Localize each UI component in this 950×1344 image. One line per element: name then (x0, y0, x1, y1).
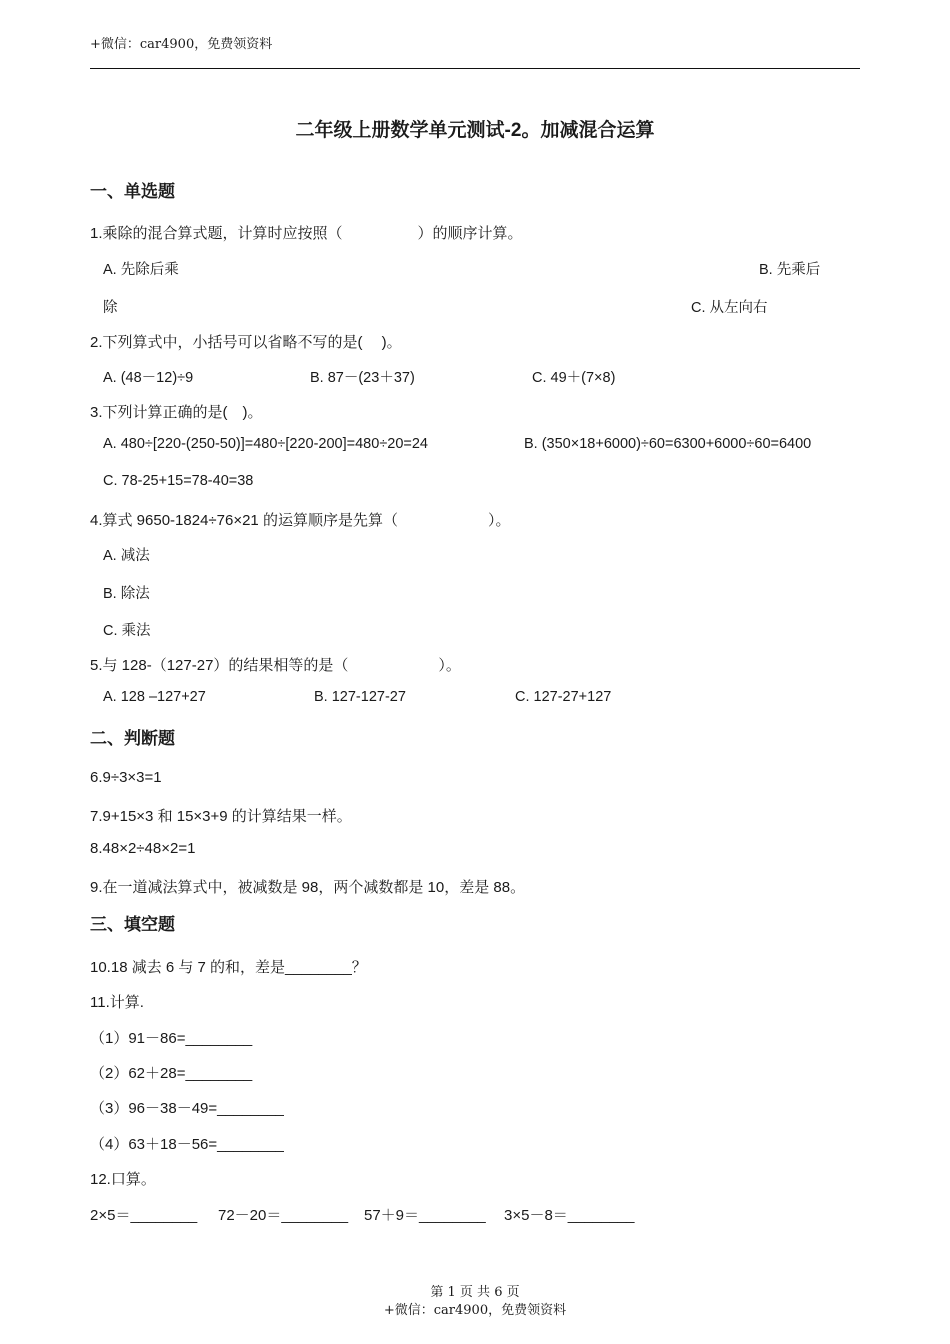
question-10: 10.18 减去 6 与 7 的和，差是________？ (90, 959, 367, 976)
question-5-option-c: C. 127-27+127 (515, 689, 612, 705)
question-11-part-4: （4）63＋18－56=________ (90, 1136, 284, 1153)
question-2-stem: 2.下列算式中，小括号可以省略不写的是( )。 (90, 334, 402, 351)
question-8: 8.48×2÷48×2=1 (90, 840, 196, 857)
question-7: 7.9+15×3 和 15×3+9 的计算结果一样。 (90, 808, 352, 825)
header-watermark: +微信：car4900，免费领资料 (90, 37, 273, 52)
question-9: 9.在一道减法算式中，被减数是 98，两个减数都是 10，差是 88。 (90, 879, 526, 896)
question-1-option-c: C. 从左向右 (691, 300, 768, 316)
question-1-option-b: B. 先乘后 (759, 262, 821, 278)
page-number: 第 1 页 共 6 页 (430, 1285, 520, 1300)
question-5-option-a: A. 128 –127+27 (103, 689, 206, 705)
question-3-option-b: B. (350×18+6000)÷60=6300+6000÷60=6400 (524, 436, 812, 452)
question-2-option-c: C. 49＋(7×8) (532, 370, 616, 386)
question-6: 6.9÷3×3=1 (90, 769, 162, 786)
question-11-part-2: （2）62＋28=________ (90, 1065, 253, 1082)
question-3-option-a: A. 480÷[220-(250-50)]=480÷[220-200]=480÷20=24 (103, 436, 428, 452)
section-heading-single-choice: 一、单选题 (90, 182, 175, 201)
question-5-option-b: B. 127-127-27 (314, 689, 406, 705)
question-4-option-a: A. 减法 (103, 548, 150, 564)
header-rule (90, 68, 860, 69)
question-3-stem: 3.下列计算正确的是( )。 (90, 404, 263, 421)
question-5-stem: 5.与 128-（127-27）的结果相等的是（ ）。 (90, 657, 461, 674)
question-11-part-3: （3）96－38－49=________ (90, 1100, 284, 1117)
question-2-option-b: B. 87－(23＋37) (310, 370, 415, 386)
section-heading-true-false: 二、判断题 (90, 729, 175, 748)
question-1-stem: 1.乘除的混合算式题，计算时应按照（ ）的顺序计算。 (90, 225, 523, 242)
question-1-option-a: A. 先除后乘 (103, 262, 179, 278)
page-title: 二年级上册数学单元测试-2。加减混合运算 (295, 120, 655, 141)
question-3-option-c: C. 78-25+15=78-40=38 (103, 473, 254, 489)
question-4-option-b: B. 除法 (103, 586, 150, 602)
question-4-option-c: C. 乘法 (103, 623, 151, 639)
question-11-stem: 11.计算. (90, 994, 144, 1011)
question-4-stem: 4.算式 9650-1824÷76×21 的运算顺序是先算（ ）。 (90, 512, 511, 529)
question-1-option-b-continued: 除 (103, 300, 118, 316)
question-12-stem: 12.口算。 (90, 1171, 156, 1188)
question-12-expr-3: 57＋9＝________ (364, 1207, 486, 1224)
question-12-expr-1: 2×5＝________ (90, 1207, 198, 1224)
question-2-option-a: A. (48－12)÷9 (103, 370, 194, 386)
question-11-part-1: （1）91－86=________ (90, 1030, 253, 1047)
question-12-expr-2: 72－20＝________ (218, 1207, 349, 1224)
section-heading-fill-blank: 三、填空题 (90, 915, 175, 934)
footer-watermark: +微信：car4900，免费领资料 (383, 1303, 567, 1318)
question-12-expr-4: 3×5－8＝________ (504, 1207, 635, 1224)
